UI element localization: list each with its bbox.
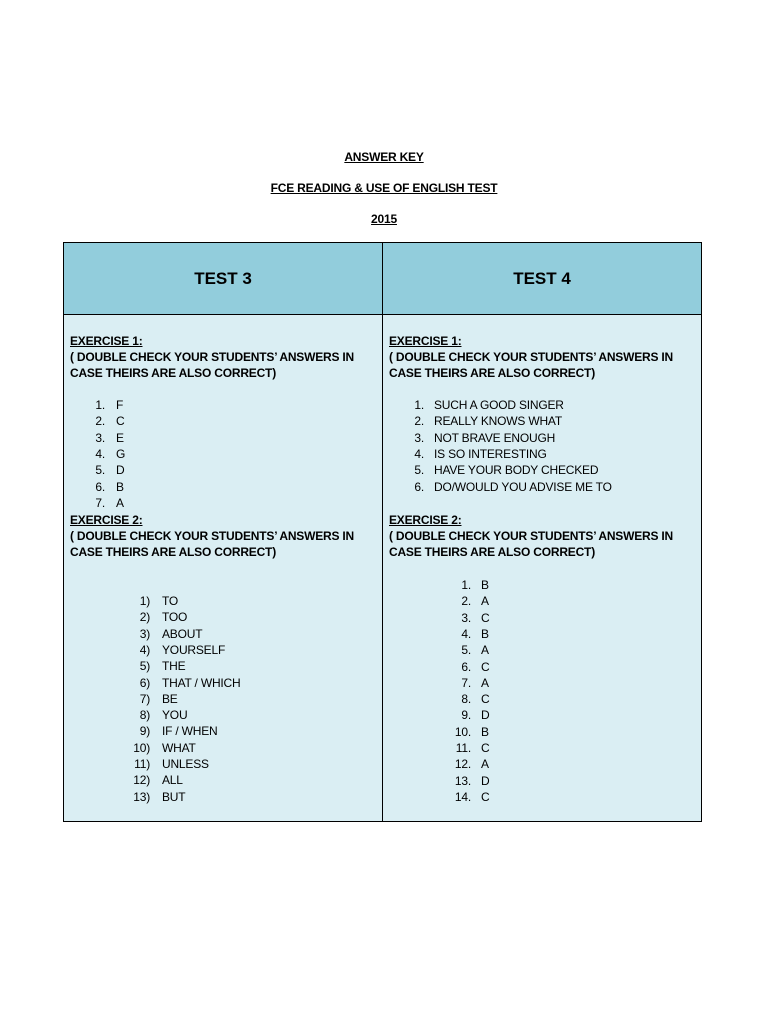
answer-number: 14. — [454, 789, 471, 804]
answer-text: ALL — [162, 773, 183, 788]
answer-text: A — [116, 495, 124, 510]
answer-text: A — [481, 594, 489, 609]
document-year: 2015 — [371, 212, 397, 226]
answer-text: A — [481, 643, 489, 658]
answer-text: YOU — [162, 708, 188, 723]
answer-text: D — [116, 463, 125, 478]
answer-number: 2) — [139, 610, 150, 625]
test3-exercise1-label: EXERCISE 1: — [70, 334, 143, 348]
test4-exercise1-label: EXERCISE 1: — [389, 334, 462, 348]
test4-title: TEST 4 — [513, 268, 571, 288]
answer-text: B — [481, 578, 489, 592]
answer-text: HAVE YOUR BODY CHECKED — [434, 463, 599, 478]
answer-text: A — [481, 675, 489, 690]
answer-number: 3. — [95, 430, 105, 445]
answer-number: 6. — [414, 479, 424, 494]
answer-number: 1. — [95, 398, 105, 412]
answer-text: B — [116, 479, 124, 494]
answer-number: 12. — [454, 757, 471, 772]
answer-number: 7. — [95, 495, 105, 510]
answer-number: 5) — [139, 659, 150, 674]
answer-text: BE — [162, 691, 178, 706]
answer-text: NOT BRAVE ENOUGH — [434, 430, 556, 445]
answer-number: 4. — [95, 446, 105, 461]
document-title: ANSWER KEY — [344, 150, 424, 164]
answer-text: B — [481, 724, 489, 739]
answer-text: E — [116, 430, 124, 445]
test3-body — [64, 315, 382, 821]
answer-text: C — [481, 741, 490, 755]
test4-exercise2-note-line2: CASE THEIRS ARE ALSO CORRECT) — [389, 545, 595, 559]
answer-number: 5. — [461, 643, 471, 658]
answer-text: C — [116, 414, 125, 429]
answer-number: 1) — [139, 594, 150, 608]
answer-number: 2. — [461, 594, 471, 609]
answer-number: 10. — [454, 724, 471, 739]
test3-exercise2-note-line2: CASE THEIRS ARE ALSO CORRECT) — [70, 545, 276, 559]
answer-number: 9) — [139, 724, 150, 739]
answer-text: D — [481, 773, 490, 788]
answer-number: 7. — [461, 675, 471, 690]
test4-column — [383, 243, 701, 821]
document-subtitle: FCE READING & USE OF ENGLISH TEST — [270, 181, 498, 195]
answer-number: 13. — [454, 773, 471, 788]
answer-number: 2. — [95, 414, 105, 429]
answer-text: C — [481, 692, 490, 707]
answer-number: 12) — [133, 773, 150, 788]
answer-text: BUT — [162, 789, 186, 804]
answer-text: THAT / WHICH — [162, 675, 241, 690]
answer-text: IF / WHEN — [162, 724, 218, 739]
answer-text: B — [481, 626, 489, 641]
answer-number: 8. — [461, 692, 471, 707]
answer-number: 3) — [139, 626, 150, 641]
answer-text: G — [116, 446, 126, 461]
test4-body — [383, 315, 701, 821]
test4-exercise1-note-line2: CASE THEIRS ARE ALSO CORRECT) — [389, 366, 595, 380]
answer-key-table — [63, 242, 702, 822]
test4-exercise2-label: EXERCISE 2: — [389, 513, 462, 527]
answer-text: TO — [162, 594, 179, 608]
test3-title: TEST 3 — [194, 268, 252, 288]
answer-number: 2. — [414, 414, 424, 429]
answer-number: 4) — [139, 642, 150, 657]
answer-text: F — [116, 398, 124, 412]
answer-number: 5. — [95, 463, 105, 478]
answer-number: 1. — [461, 578, 471, 592]
answer-number: 6. — [95, 479, 105, 494]
answer-number: 8) — [139, 708, 150, 723]
test3-exercise1-note-line2: CASE THEIRS ARE ALSO CORRECT) — [70, 366, 276, 380]
answer-number: 11) — [134, 757, 150, 771]
test3-header — [64, 243, 382, 315]
answer-number: 11. — [455, 741, 471, 755]
answer-text: SUCH A GOOD SINGER — [434, 398, 564, 412]
answer-number: 1. — [414, 398, 424, 412]
answer-text: C — [481, 789, 490, 804]
answer-text: D — [481, 708, 490, 723]
answer-number: 7) — [139, 691, 150, 706]
answer-text: C — [481, 610, 490, 625]
answer-text: IS SO INTERESTING — [434, 446, 547, 461]
answer-text: REALLY KNOWS WHAT — [434, 414, 562, 429]
answer-number: 6. — [461, 659, 471, 674]
answer-number: 13) — [133, 789, 150, 804]
answer-text: DO/WOULD YOU ADVISE ME TO — [434, 479, 612, 494]
test4-header — [383, 243, 701, 315]
test3-column — [64, 243, 383, 821]
test4-exercise1-note-line1: ( DOUBLE CHECK YOUR STUDENTS’ ANSWERS IN — [389, 350, 674, 364]
answer-text: YOURSELF — [162, 642, 226, 657]
answer-text: A — [481, 757, 489, 772]
answer-text: THE — [162, 659, 186, 674]
answer-text: TOO — [162, 610, 188, 625]
test3-exercise2-note-line1: ( DOUBLE CHECK YOUR STUDENTS’ ANSWERS IN — [70, 529, 355, 543]
test3-exercise1-note-line1: ( DOUBLE CHECK YOUR STUDENTS’ ANSWERS IN — [70, 350, 355, 364]
answer-text: ABOUT — [162, 626, 203, 641]
answer-text: UNLESS — [162, 757, 209, 771]
answer-number: 3. — [461, 610, 471, 625]
answer-number: 5. — [414, 463, 424, 478]
answer-number: 10) — [133, 740, 150, 755]
answer-number: 9. — [461, 708, 471, 723]
test4-exercise2-note-line1: ( DOUBLE CHECK YOUR STUDENTS’ ANSWERS IN — [389, 529, 674, 543]
test3-exercise2-label: EXERCISE 2: — [70, 513, 143, 527]
answer-text: WHAT — [162, 740, 196, 755]
answer-number: 6) — [139, 675, 150, 690]
answer-number: 4. — [461, 626, 471, 641]
answer-text: C — [481, 659, 490, 674]
answer-number: 3. — [414, 430, 424, 445]
answer-number: 4. — [414, 446, 424, 461]
